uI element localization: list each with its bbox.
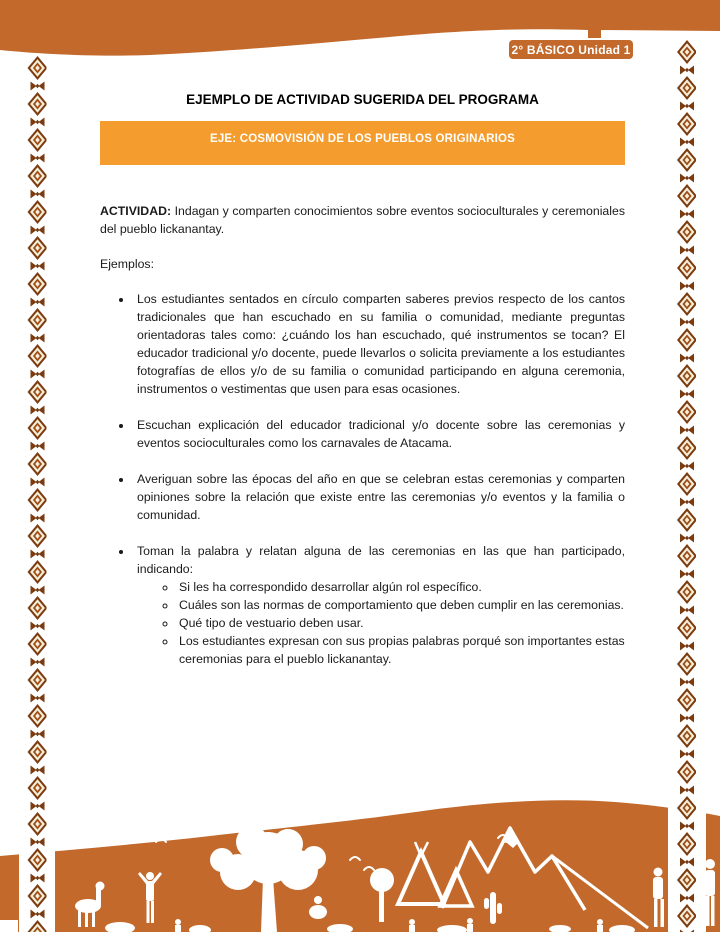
unit-badge-label: 2° BÁSICO Unidad 1 <box>511 42 631 57</box>
list-item: • Los estudiantes sentados en círculo comparten saberes previos respecto de los cantos tradicionales que han escuchado en su familia o comunidad, mediante preguntas orientadoras tales como: ¿cuándo los han escuchado, qué instrumentos se tocan? El educador tradicional y/o docente, puede llevarlos o solicita previamente a los estudiantes fotografías de ellos y/o de su familia o comunidad participando en alguna ceremonia, instrumentos o vestimentas que usen para esas ocasiones. <box>133 290 625 398</box>
examples-label: Ejemplos: <box>100 257 154 271</box>
unit-badge <box>507 38 635 61</box>
activity-text: Indagan y comparten conocimientos sobre eventos socioculturales y ceremoniales del pueblo lickanantay. <box>100 204 625 236</box>
sub-list-item: ◦ Los estudiantes expresan con sus propias palabras porqué son importantes estas ceremonias para el pueblo lickanantay. <box>177 632 625 668</box>
list-item: • Averiguan sobre las épocas del año en que se celebran estas ceremonias y comparten opiniones sobre la relación que existe entre las ceremonias y/o eventos y la familia o comunidad. <box>133 470 625 524</box>
list-item <box>133 542 625 668</box>
eje-banner-label: EJE: COSMOVISIÓN DE LOS PUEBLOS ORIGINARIOS <box>209 133 516 145</box>
activity-label: ACTIVIDAD: <box>100 204 172 218</box>
examples-list <box>100 290 625 668</box>
list-item: • Escuchan explicación del educador tradicional y/o docente sobre las ceremonias y eventos socioculturales como los carnavales de Atacama. <box>133 416 625 452</box>
sub-list <box>137 578 625 668</box>
eje-banner <box>100 121 625 165</box>
page-title: EJEMPLO DE ACTIVIDAD SUGERIDA DEL PROGRAMA <box>186 92 539 107</box>
activity-paragraph <box>100 202 625 238</box>
list-item-text: Toman la palabra y relatan alguna de las ceremonias en las que han participado, indicando: <box>137 544 625 576</box>
sub-list-item: ◦ Qué tipo de vestuario deben usar. <box>177 614 625 632</box>
sub-list-item: ◦ Cuáles son las normas de comportamiento que deben cumplir en las ceremonias. <box>177 596 625 614</box>
landscape-illustration <box>0 780 720 932</box>
content-column <box>100 0 625 686</box>
sub-list-item: ◦ Si les ha correspondido desarrollar algún rol específico. <box>177 578 625 596</box>
